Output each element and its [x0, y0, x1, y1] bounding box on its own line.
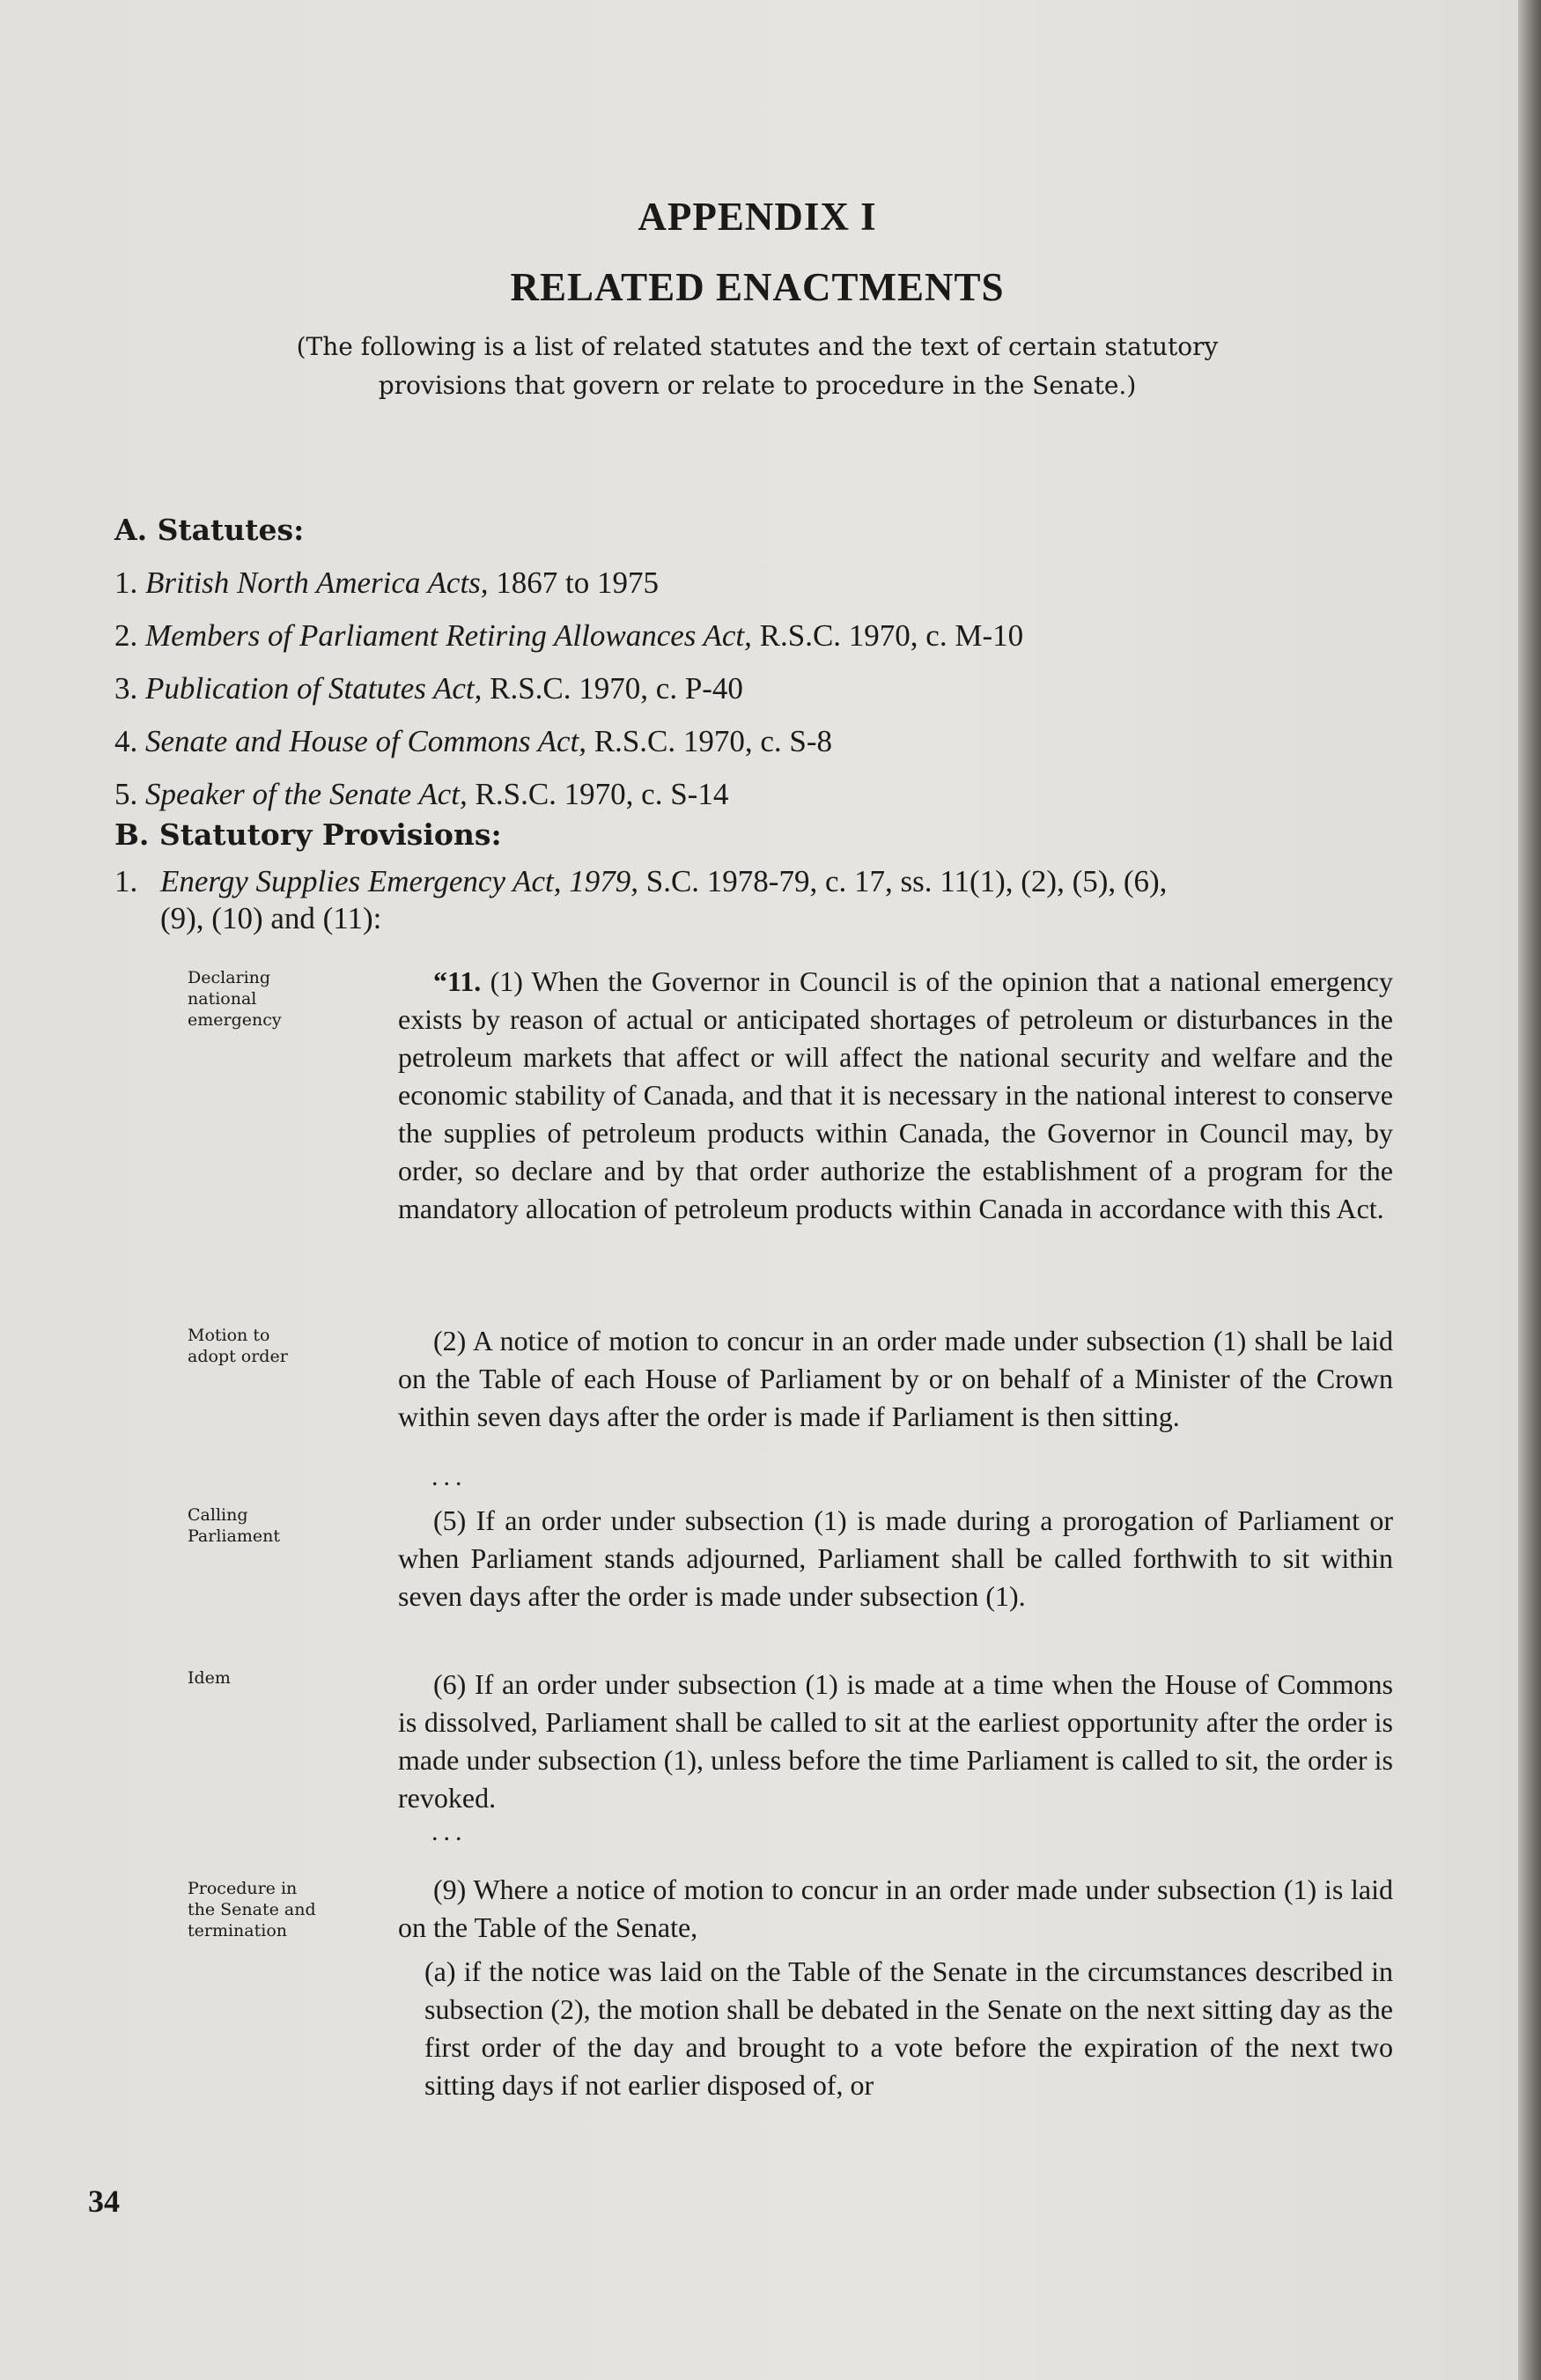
statute-item — [114, 768, 1259, 821]
page-number: 34 — [88, 2184, 120, 2219]
provision-number: 1. — [114, 864, 138, 898]
statute-title: British North America Acts, — [145, 565, 489, 600]
appendix-subtitle: RELATED ENACTMENTS — [510, 265, 1005, 309]
statute-number: 5. — [114, 777, 138, 811]
statute-citation: R.S.C. 1970, c. S-14 — [475, 777, 729, 811]
provision-item — [114, 863, 1409, 937]
provision-title: Energy Supplies Emergency Act, 1979, — [160, 864, 638, 898]
statute-item — [114, 610, 1259, 662]
margin-note-declaring: Declaring national emergency — [188, 968, 282, 1030]
subsection-11-1 — [398, 963, 1393, 1228]
statute-number: 1. — [114, 565, 138, 600]
statute-number: 3. — [114, 671, 138, 706]
statute-title: Publication of Statutes Act, — [145, 671, 483, 706]
statutes-heading: A. Statutes: — [114, 513, 305, 547]
statute-title: Senate and House of Commons Act, — [145, 724, 586, 758]
margin-note-motion: Motion to adopt order — [188, 1326, 288, 1366]
statute-number: 2. — [114, 618, 138, 653]
provisions-heading: B. Statutory Provisions: — [114, 817, 502, 852]
subsection-11-2: (2) A notice of motion to concur in an order made under subsection (1) shall be laid on the Table of each House of Parliament by or on behalf of a Minister of the Crown within seven days after the order is made if Parliament is then sitting. — [398, 1325, 1393, 1432]
statute-citation: R.S.C. 1970, c. P-40 — [490, 671, 743, 706]
statute-citation: R.S.C. 1970, c. M-10 — [759, 618, 1024, 653]
statute-item — [114, 715, 1259, 768]
statutes-list — [114, 557, 1259, 821]
margin-note-procedure: Procedure in the Senate and termination — [188, 1879, 316, 1940]
subsection-11-1-text: (1) When the Governor in Council is of the opinion that a national emergency exists by reason of actual or anticipated shortages of petroleum or disturbances in the petroleum markets that affect or will affect the national security and welfare and the economic stability of Canada, and that it is necessary in the national interest to conserve the supplies of petroleum products within Canada, the Governor in Council may, by order, so declare and by that order authorize the establishment of a program for the mandatory allocation of petroleum products within Canada in accordance with this Act. — [398, 965, 1394, 1224]
statute-citation: 1867 to 1975 — [496, 565, 660, 600]
page-edge-shadow — [1518, 0, 1541, 2380]
margin-note-calling: Calling Parliament — [188, 1505, 280, 1546]
subsection-11-9-a: (a) if the notice was laid on the Table of the Senate in the circumstances described in subsection (2), the motion shall be debated in the Senate on the next sitting day as the first order of the day and brought to a vote before the expiration of the next two sitting days if not earlier disposed of, or — [424, 1955, 1393, 2101]
subsection-11-6: (6) If an order under subsection (1) is made at a time when the House of Commons is dissolved, Parliament shall be called to sit at the earliest opportunity after the order is made under subsection (1), unless before the time Parliament is called to sit, the order is revoked. — [398, 1668, 1393, 1814]
section-11-mark: “11. — [433, 965, 482, 997]
appendix-title: APPENDIX I — [638, 195, 877, 239]
ellipsis-1: ... — [431, 1462, 468, 1491]
ellipsis-2: ... — [431, 1817, 468, 1846]
statute-title: Members of Parliament Retiring Allowances Act, — [145, 618, 752, 653]
appendix-intro: (The following is a list of related statutes and the text of certain statutory provisions that govern or relate to procedure in the Senate.) — [296, 332, 1219, 400]
subsection-11-9: (9) Where a notice of motion to concur in an order made under subsection (1) is laid on the Table of the Senate, — [398, 1874, 1393, 1943]
statute-number: 4. — [114, 724, 138, 758]
statute-item — [114, 662, 1259, 715]
margin-note-idem: Idem — [188, 1668, 231, 1688]
provision-citation-cont: (9), (10) and (11): — [160, 901, 382, 935]
subsection-11-5: (5) If an order under subsection (1) is made during a prorogation of Parliament or when Parliament stands adjourned, Parliament shall be called forthwith to sit within seven days after the order is made under subsection (1). — [398, 1504, 1393, 1612]
statute-citation: R.S.C. 1970, c. S-8 — [594, 724, 833, 758]
provision-citation: S.C. 1978-79, c. 17, ss. 11(1), (2), (5), (6), — [645, 864, 1168, 898]
statute-item — [114, 557, 1259, 610]
statute-title: Speaker of the Senate Act, — [145, 777, 468, 811]
